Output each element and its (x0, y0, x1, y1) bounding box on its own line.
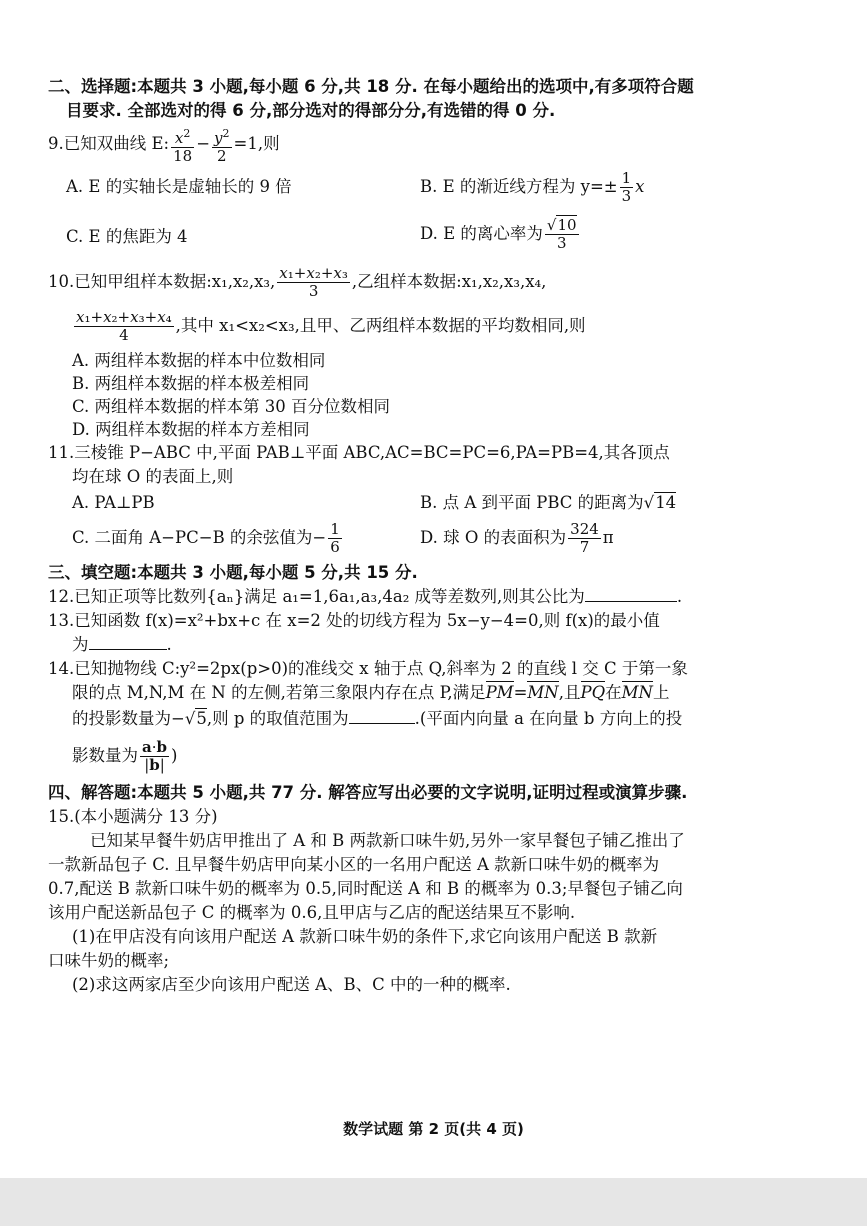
q10-line1-suffix: ,乙组样本数据:x₁,x₂,x₃,x₄, (351, 272, 547, 291)
page-footer: 数学试题 第 2 页(共 4 页) (343, 1120, 524, 1138)
q9-option-d-text: D. E 的离心率为 (420, 224, 543, 243)
q11-option-b-text: B. 点 A 到平面 PBC 的距离为 (420, 493, 644, 512)
q9-option-b-fraction: $\frac{1}{3}$ (621, 169, 632, 205)
q14-line2-d: 上 (652, 683, 670, 702)
q14-answer-blank[interactable] (349, 723, 415, 724)
q14-line3-a: 的投影数量为− (72, 709, 185, 728)
q15-para-line4: 该用户配送新品包子 C 的概率为 0.6,且甲店与乙店的配送结果互不影响. (48, 903, 576, 922)
q13-line1: 13.已知函数 f(x)=x²+bx+c 在 x=2 处的切线方程为 5x−y−4=0,则 f(x)的最小值 (48, 611, 660, 630)
q15-para-line1: 已知某早餐牛奶店甲推出了 A 和 B 两款新口味牛奶,另外一家早餐包子铺乙推出了 (90, 831, 685, 850)
q9-option-c: C. E 的焦距为 4 (66, 227, 188, 246)
q9-fraction-x: $\frac{x^2}{18}$ (173, 126, 193, 165)
q10-option-a: A. 两组样本数据的样本中位数相同 (72, 351, 326, 370)
q14-line3-b: ,则 p 的取值范围为 (206, 709, 349, 728)
q13-line2-text: 为 (72, 635, 89, 654)
q15-para-line3: 0.7,配送 B 款新口味牛奶的概率为 0.5,同时配送 A 和 B 的概率为 0.3;早餐包子铺乙向 (48, 879, 683, 898)
q14-line2-a: 限的点 M,N,M 在 N 的左侧,若第三象限内存在点 P,满足 (72, 683, 486, 702)
q13-line2: 为 . (72, 635, 172, 654)
q10-fraction-3: $\frac{\text{x₁+x₂+x₃}}{3}$ (279, 264, 348, 300)
q12-answer-blank[interactable] (585, 601, 677, 602)
q15-para-line2: 一款新品包子 C. 且早餐牛奶店甲向某小区的一名用户配送 A 款新口味牛奶的概率为 (48, 855, 660, 874)
q9-stem-prefix: 9.已知双曲线 E: (48, 134, 170, 153)
q10-option-d: D. 两组样本数据的样本方差相同 (72, 420, 310, 439)
q14-line3: 的投影数量为−√5,则 p 的取值范围为 .(平面内向量 a 在向量 b 方向上的投 (72, 709, 683, 728)
q9-option-d-fraction: $\frac{√10}{3}$ (546, 216, 577, 252)
q13-answer-blank[interactable] (89, 649, 167, 650)
q10-line2 (72, 306, 586, 346)
q14-line4-text: 影数量为 (72, 746, 138, 765)
q11-option-c-text: C. 二面角 A−PC−B 的余弦值为− (72, 528, 327, 547)
q15-sub2: (2)求这两家店至少向该用户配送 A、B、C 中的一种的概率. (72, 975, 511, 994)
q9-option-b-text: B. E 的渐近线方程为 y=± (420, 177, 618, 196)
q12: 12.已知正项等比数列{aₙ}满足 a₁=1,6a₁,a₃,4a₂ 成等差数列,则其公比为 . (48, 587, 683, 606)
q11-option-d: D. 球 O 的表面积为 $\frac{324}{7}$ π (420, 520, 614, 556)
q9-option-b: B. E 的渐近线方程为 y=± $\frac{1}{3}$ x (420, 169, 645, 205)
q10-line1-prefix: 10.已知甲组样本数据:x₁,x₂,x₃, (48, 272, 276, 291)
q11-option-b: B. 点 A 到平面 PBC 的距离为√14 (420, 493, 677, 512)
q10-option-c: C. 两组样本数据的样本第 30 百分位数相同 (72, 397, 391, 416)
q10-line2-text: ,其中 x₁<x₂<x₃,且甲、乙两组样本数据的平均数相同,则 (175, 316, 586, 335)
q11-option-c (72, 518, 344, 558)
q14-line3-c: .(平面内向量 a 在向量 b 方向上的投 (414, 709, 683, 728)
q14-line2-c: 在 (605, 683, 622, 702)
q10-option-b: B. 两组样本数据的样本极差相同 (72, 374, 310, 393)
q15-header: 15.(本小题满分 13 分) (48, 807, 218, 826)
q9-option-a: A. E 的实轴长是虚轴长的 9 倍 (66, 177, 292, 196)
q9-stem-suffix: =1,则 (233, 134, 280, 153)
q10-fraction-4: $\frac{\text{x₁+x₂+x₃+x₄}}{4}$ (76, 308, 172, 344)
q15-sub1-line1: (1)在甲店没有向该用户配送 A 款新口味牛奶的条件下,求它向该用户配送 B 款新 (72, 927, 658, 946)
q11-line1: 11.三棱锥 P−ABC 中,平面 PAB⊥平面 ABC,AC=BC=PC=6,PA=PB=4,其各顶点 (48, 443, 670, 462)
q11-option-d-fraction: $\frac{324}{7}$ (570, 520, 599, 556)
section-4-title: 四、解答题:本题共 5 小题,共 77 分. 解答应写出必要的文字说明,证明过程或演算步骤. (48, 783, 688, 802)
q9-fraction-y: $\frac{y^2}{2}$ (214, 126, 230, 165)
section-3-title: 三、填空题:本题共 3 小题,每小题 5 分,共 15 分. (48, 563, 418, 582)
q14-line2: 限的点 M,N,M 在 N 的左侧,若第三象限内存在点 P,满足PM=MN,且PQ在MN上 (72, 683, 670, 702)
q11-option-c-fraction: $\frac{1}{6}$ (330, 520, 340, 556)
q14-line1: 14.已知抛物线 C:y²=2px(p>0)的准线交 x 轴于点 Q,斜率为 2 的直线 l 交 C 于第一象 (48, 659, 688, 678)
section-2-title-line1: 二、选择题:本题共 3 小题,每小题 6 分,共 18 分. 在每小题给出的选项中,有多项符合题 (48, 77, 694, 96)
q11-line2: 均在球 O 的表面上,则 (72, 467, 234, 486)
section-2-title-line2: 目要求. 全部选对的得 6 分,部分选对的得部分分,有选错的得 0 分. (66, 101, 556, 120)
bottom-shadow (0, 1178, 867, 1226)
q14-line2-b: ,且 (558, 683, 581, 702)
q11-option-d-text: D. 球 O 的表面积为 (420, 528, 567, 547)
q9-stem: 9.已知双曲线 E: $\frac{x^2}{18}$ − $\frac{y^2}{2}$ =1,则 (48, 126, 280, 165)
q15-sub1-line2: 口味牛奶的概率; (48, 951, 170, 970)
q14-projection-fraction: $\frac{a\cdot b}{|b|}$ (142, 738, 168, 774)
q9-option-d (420, 214, 581, 254)
q14-line4: 影数量为 $\frac{a\cdot b}{|b|}$ ) (72, 738, 178, 774)
q12-text: 12.已知正项等比数列{aₙ}满足 a₁=1,6a₁,a₃,4a₂ 成等差数列,则其公比为 (48, 587, 585, 606)
q10-line1 (48, 262, 546, 302)
q11-option-a: A. PA⊥PB (72, 493, 155, 512)
